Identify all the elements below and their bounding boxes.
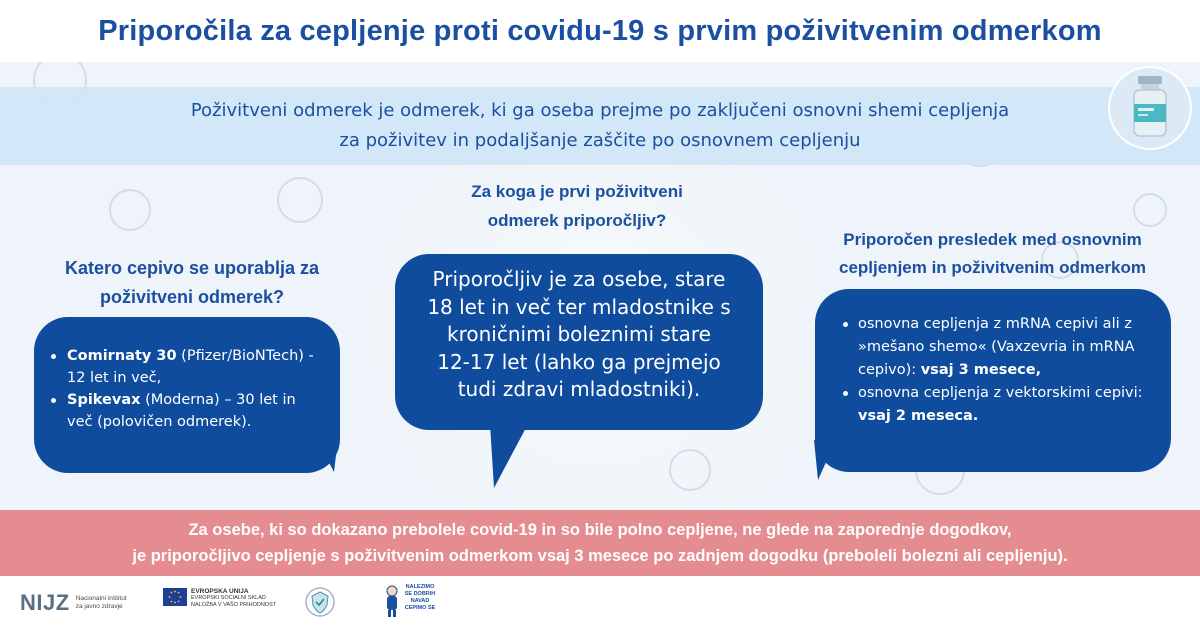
- list-item: [46, 345, 324, 389]
- bubble-tail: [316, 438, 346, 478]
- interval-value: vsaj 2 meseca.: [858, 408, 979, 424]
- recovered-note-line-2: je priporočljivo cepljenje s poživitvenim odmerkom vsaj 3 mesece po zadnjem dogodku (preboleli bolezni ali cepljenju).: [132, 547, 1068, 565]
- interval-bubble: [815, 289, 1171, 472]
- campaign-subslogan: CEPIMO SE: [404, 605, 436, 611]
- eu-logo-text: [191, 588, 291, 609]
- interval-heading: [800, 226, 1185, 282]
- vaccine-name: Comirnaty 30: [67, 348, 177, 364]
- list-item: [837, 382, 1155, 428]
- eu-logo: [163, 588, 291, 609]
- interval-heading-line-2: cepljenjem in poživitvenim odmerkom: [838, 258, 1147, 277]
- eu-flag-icon: [163, 588, 187, 606]
- eu-subtitle: EVROPSKI SOCIALNI SKLAD: [191, 595, 266, 601]
- recommended-for-heading: [412, 177, 742, 235]
- list-item: [46, 389, 324, 433]
- interval-detail: osnovna cepljenja z mRNA cepivi ali z »mešano shemo« (Vaxzevria in mRNA cepivo):: [858, 316, 1135, 378]
- interval-heading-line-1: Priporočen presledek med osnovnim: [843, 230, 1142, 249]
- recommendation-line: Priporočljiv je za osebe, stare: [432, 267, 726, 291]
- recommendation-line: tudi zdravi mladostniki).: [457, 377, 701, 401]
- recovered-note-band: [0, 510, 1200, 576]
- vaccine-type-heading: [22, 254, 362, 312]
- interval-value: vsaj 3 mesece,: [920, 362, 1042, 378]
- title-bar: [0, 0, 1200, 62]
- vaccine-type-heading-line-2: poživitveni odmerek?: [99, 287, 285, 307]
- vaccine-list: [46, 345, 324, 433]
- recommendation-line: 12-17 let (lahko ga prejmejo: [437, 349, 721, 374]
- vaccine-vial-icon: [1108, 66, 1192, 150]
- recommendation-line: kroničnimi boleznimi stare: [447, 322, 711, 346]
- definition-line-2: za poživitev in podaljšanje zaščite po osnovnem cepljenju: [339, 130, 861, 151]
- footer: [0, 576, 1200, 628]
- campaign-logo-text: [403, 584, 437, 612]
- nijz-logo-text: NIJZ: [20, 590, 70, 615]
- recommendation-line: 18 let in več ter mladostnike s: [427, 294, 731, 319]
- campaign-logo: [384, 584, 437, 618]
- recommended-for-heading-line-2: odmerek priporočljiv?: [487, 211, 667, 230]
- recommended-for-heading-line-1: Za koga je prvi poživitveni: [471, 182, 683, 201]
- shield-badge-icon: [304, 586, 336, 623]
- recovered-note-line-1: Za osebe, ki so dokazano prebolele covid-19 in so bile polno cepljene, ne glede na zaporednje dogodkov,: [188, 521, 1012, 539]
- vaccine-type-bubble: [34, 317, 340, 473]
- eu-title: EVROPSKA UNIJA: [191, 588, 249, 595]
- definition-band: [0, 87, 1200, 165]
- mascot-icon: [384, 584, 400, 618]
- vaccine-name: Spikevax: [67, 392, 141, 408]
- list-item: [837, 313, 1155, 382]
- definition-line-1: Poživitveni odmerek je odmerek, ki ga oseba prejme po zaključeni osnovni shemi cepljenja: [190, 100, 1010, 121]
- bubble-tail: [806, 440, 836, 484]
- nijz-logo: [20, 590, 130, 616]
- vaccine-type-heading-line-1: Katero cepivo se uporablja za: [64, 258, 320, 278]
- interval-list: [837, 313, 1155, 428]
- nijz-logo-subtitle: Nacionalni inštitut za javno zdravje: [75, 595, 127, 610]
- vaccine-detail: (Moderna) – 30 let in več (polovičen odmerek).: [67, 392, 296, 430]
- page-title: Priporočila za cepljenje proti covidu-19 s prvim poživitvenim odmerkom: [98, 14, 1102, 47]
- interval-detail: osnovna cepljenja z vektorskimi cepivi:: [858, 385, 1143, 401]
- eu-slogan: NALOŽBA V VAŠO PRIHODNOST: [191, 602, 277, 608]
- recommended-for-bubble: [395, 254, 763, 430]
- campaign-slogan: NALEZIMO SE DOBRIH NAVAD: [404, 584, 436, 604]
- vaccine-detail: (Pfizer/BioNTech) - 12 let in več,: [67, 348, 314, 386]
- bubble-tail: [484, 424, 534, 490]
